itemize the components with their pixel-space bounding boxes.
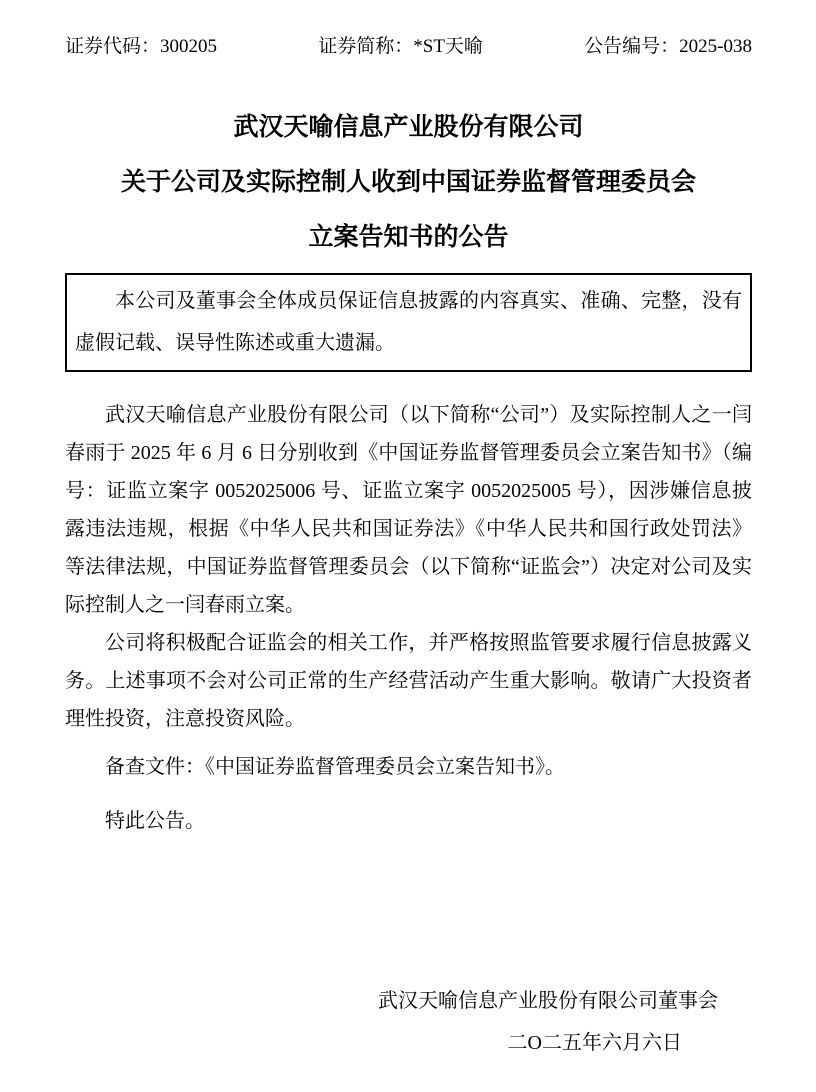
stock-abbreviation: 证券简称：*ST天喻: [318, 36, 483, 57]
closing-line: 特此公告。: [105, 810, 205, 832]
disclosure-statement-text: 本公司及董事会全体成员保证信息披露的内容真实、准确、完整，没有虚假记载、误导性陈述或重大遗漏。: [75, 290, 742, 354]
body-paragraph-1: 武汉天喻信息产业股份有限公司（以下简称“公司”）及实际控制人之一闫春雨于 2025 年 6 月 6 日分别收到《中国证券监督管理委员会立案告知书》（编号：证监立案字 0052025006 号、证监立案字 0052025005 号），因涉嫌信息披露违法违规，根据《中华人民共和国证券法》《中华人民共和国行政处罚法》等法律法规，中国证券监督管理委员会（以下简称“证监会”）决定对公司及实际控制人之一闫春雨立案。: [65, 404, 752, 616]
announcement-type-title: 立案告知书的公告: [308, 224, 509, 251]
signature-company: 武汉天喻信息产业股份有限公司董事会: [378, 990, 718, 1012]
announcement-subject-title: 关于公司及实际控制人收到中国证券监督管理委员会: [120, 169, 696, 196]
signature-block: [65, 982, 752, 1066]
body-paragraph-2: 公司将积极配合证监会的相关工作，并严格按照监管要求履行信息披露义务。上述事项不会对公司正常的生产经营活动产生重大影响。敬请广大投资者理性投资，注意投资风险。: [65, 632, 752, 730]
title-block: [65, 100, 752, 265]
document-header: [65, 35, 752, 59]
disclosure-statement-box: [65, 273, 752, 372]
announcement-number: 公告编号：2025-038: [584, 36, 752, 57]
reference-documents-line: 备查文件：《中国证券监督管理委员会立案告知书》。: [105, 756, 565, 778]
signature-date: 二O二五年六月六日: [507, 1032, 682, 1054]
company-name-title: 武汉天喻信息产业股份有限公司: [233, 114, 584, 141]
stock-code: 证券代码：300205: [65, 36, 218, 57]
